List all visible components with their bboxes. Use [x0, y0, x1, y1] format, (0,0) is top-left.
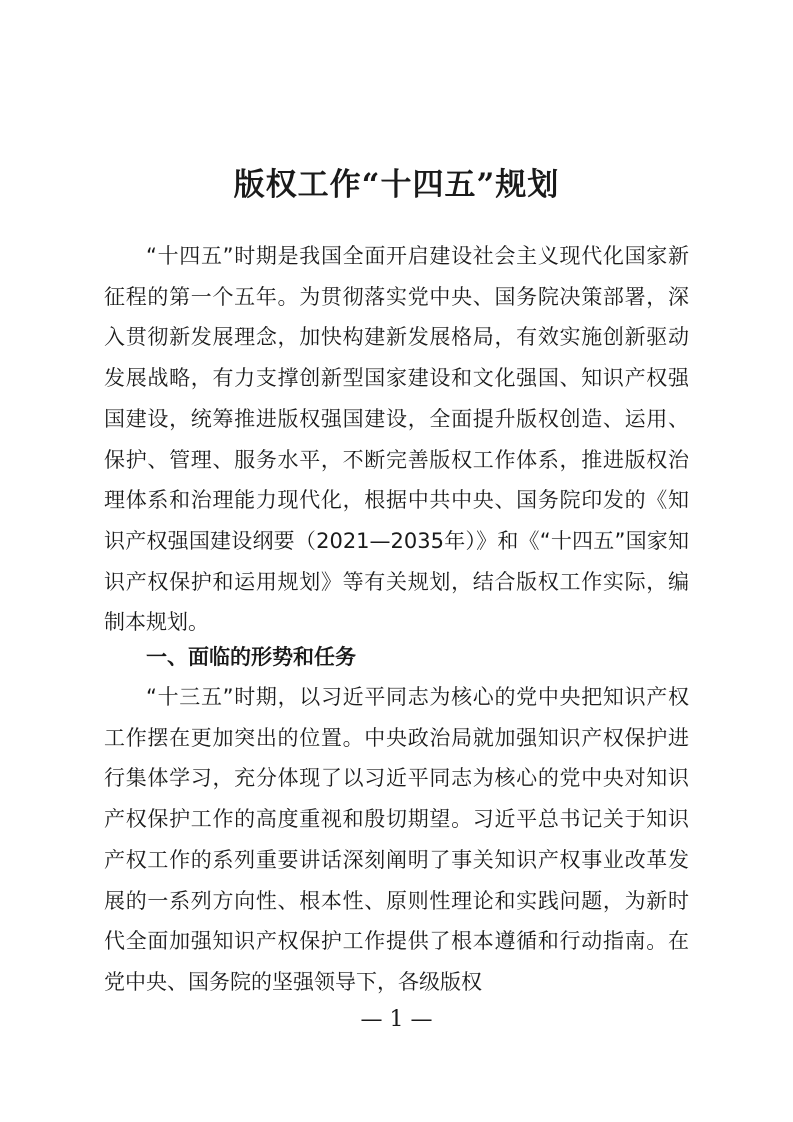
document-title: 版权工作“十四五”规划	[233, 167, 560, 203]
section-paragraph	[104, 677, 689, 1003]
page-number: — 1 —	[360, 1007, 433, 1032]
section-heading: 一、面临的形势和任务	[146, 645, 356, 669]
paragraph-text: “十三五”时期，以习近平同志为核心的党中央把知识产权工作摆在更加突出的位置。中央政治局就加强知识产权保护进行集体学习，充分体现了以习近平同志为核心的党中央对知识产权保护工作的高度重视和殷切期望。习近平总书记关于知识产权工作的系列重要讲话深刻阐明了事关知识产权事业改革发展的一系列方向性、根本性、原则性理论和实践问题，为新时代全面加强知识产权保护工作提供了根本遵循和行动指南。在党中央、国务院的坚强领导下，各级版权	[104, 685, 689, 994]
paragraph-text: “十四五”时期是我国全面开启建设社会主义现代化国家新征程的第一个五年。为贯彻落实党中央、国务院决策部署，深入贯彻新发展理念，加快构建新发展格局，有效实施创新驱动发展战略，有力支撑创新型国家建设和文化强国、知识产权强国建设，统筹推进版权强国建设，全面提升版权创造、运用、保护、管理、服务水平，不断完善版权工作体系，推进版权治理体系和治理能力现代化，根据中共中央、国务院印发的《知识产权强国建设纲要（2021—2035年）》和《“十四五”国家知识产权保护和运用规划》等有关规划，结合版权工作实际，编制本规划。	[104, 244, 689, 635]
intro-paragraph	[104, 236, 689, 643]
